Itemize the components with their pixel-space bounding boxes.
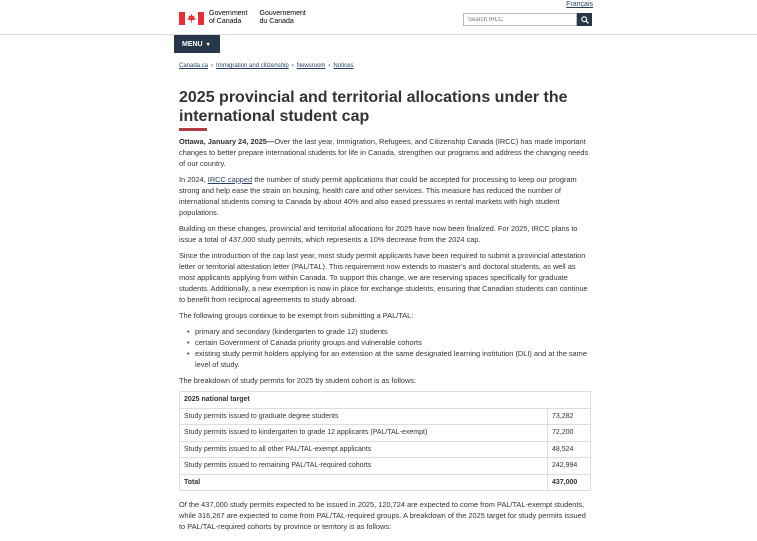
- breadcrumb-canada[interactable]: Canada.ca: [179, 63, 209, 69]
- chevron-down-icon: ▾: [206, 41, 210, 48]
- gov-en-line1: Government: [209, 10, 248, 17]
- paragraph-pal-tal-breakdown: Of the 437,000 study permits expected to be issued in 2025, 120,724 are expected to come from PAL/TAL-exempt students, while 316,267 are expected to come from PAL/TAL-required groups. A breakdown of the 2025 target for study permits issued to PAL/TAL-required cohorts by province or territory is as follows:: [179, 500, 586, 531]
- canada-flag-icon: [179, 12, 204, 25]
- table-cell-value: 48,524: [548, 441, 591, 458]
- breadcrumb: [179, 63, 353, 69]
- table-cell-value: 73,282: [548, 408, 591, 425]
- list-item: • existing study permit holders applying for an extension at the same designated learning institution (DLI) and at the same level of study.: [187, 348, 591, 370]
- search-button[interactable]: [577, 13, 592, 26]
- table-total-label: Total: [180, 474, 548, 491]
- breadcrumb-notices[interactable]: Notices: [333, 63, 354, 69]
- chevron-right-icon: ›: [328, 63, 331, 69]
- table-header-row: [180, 392, 591, 409]
- menu-button[interactable]: [174, 35, 220, 53]
- table-cell-value: 242,994: [548, 458, 591, 475]
- paragraph-cap: [179, 174, 591, 218]
- table-row: [180, 408, 591, 425]
- language-toggle-link[interactable]: Français: [566, 1, 593, 8]
- table-total-row: [180, 474, 591, 491]
- table-row: [180, 425, 591, 442]
- table-cell-label: Study permits issued to remaining PAL/TAL-required cohorts: [180, 458, 548, 475]
- chevron-right-icon: ›: [291, 63, 294, 69]
- paragraph-pal-tal: Since the introduction of the cap last year, most study permit applicants have been required to submit a provincial attestation letter or territorial attestation letter (PAL/TAL). This requirement now extends to master’s and doctoral students, as well as most applicants applying from within Canada. To support this change, we are reserving spaces specifically for graduate students. Additionally, a new exemption is now in place for exchange students, ensuring that Canadian students can continue to benefit from reciprocal agreements to study abroad.: [179, 251, 588, 304]
- gov-fr-line1: Gouvernement: [259, 10, 306, 17]
- list-item: • certain Government of Canada priority groups and vulnerable cohorts: [187, 337, 591, 348]
- breadcrumb-immigration[interactable]: Immigration and citizenship: [216, 63, 289, 69]
- exempt-list: [187, 326, 591, 370]
- table-cell-label: Study permits issued to graduate degree students: [180, 408, 548, 425]
- p2-before: In 2024,: [179, 175, 208, 184]
- lead-paragraph: [179, 136, 591, 169]
- table-row: [180, 441, 591, 458]
- list-item: • primary and secondary (kindergarten to grade 12) students: [187, 326, 591, 337]
- p2-after: the number of study permit applications that could be accepted for processing to keep our program strong and help ease the strain on housing, health care and other services. This measure has reduced the number of international students coming to Canada by about 40% and also eased pressures in rental markets with high student populations.: [179, 175, 577, 217]
- chevron-right-icon: ›: [211, 63, 214, 69]
- gov-signature[interactable]: [179, 10, 318, 26]
- search-icon: [581, 16, 589, 24]
- lead-text: Over the last year, Immigration, Refugees, and Citizenship Canada (IRCC) has made important changes to better prepare international students for life in Canada, strengthen our programs and address the changing needs of our country.: [179, 137, 589, 168]
- gov-en-text: [209, 10, 248, 26]
- page-title: 2025 provincial and territorial allocations under the international student cap: [179, 89, 568, 125]
- title-underline: [179, 128, 207, 131]
- dateline: Ottawa, January 24, 2025—: [179, 137, 275, 146]
- gov-en-line2: of Canada: [209, 18, 242, 25]
- table-header: 2025 national target: [180, 392, 591, 409]
- paragraph-breakdown-intro: The breakdown of study permits for 2025 by student cohort is as follows:: [179, 376, 417, 385]
- breadcrumb-newsroom[interactable]: Newsroom: [296, 63, 326, 69]
- search-input[interactable]: [463, 13, 577, 26]
- paragraph-allocations: Building on these changes, provincial and territorial allocations for 2025 have now been finalized. For 2025, IRCC plans to issue a total of 437,000 study permits, which represents a 10% decrease from the 2024 cap.: [179, 224, 578, 244]
- table-row: [180, 458, 591, 475]
- main-content: [179, 88, 591, 537]
- table-cell-label: Study permits issued to all other PAL/TAL-exempt applicants: [180, 441, 548, 458]
- menu-label: MENU: [182, 40, 203, 48]
- table-total-value: 437,000: [548, 474, 591, 491]
- site-header: [0, 0, 757, 35]
- gov-fr-text: [260, 10, 306, 26]
- table-cell-value: 72,200: [548, 425, 591, 442]
- gov-fr-line2: du Canada: [259, 18, 294, 25]
- national-target-table: [179, 391, 591, 491]
- table-cell-label: Study permits issued to kindergarten to grade 12 applicants (PAL/TAL-exempt): [180, 425, 548, 442]
- ircc-capped-link[interactable]: IRCC capped: [207, 175, 253, 184]
- paragraph-exempt-intro: The following groups continue to be exempt from submitting a PAL/TAL:: [179, 311, 414, 320]
